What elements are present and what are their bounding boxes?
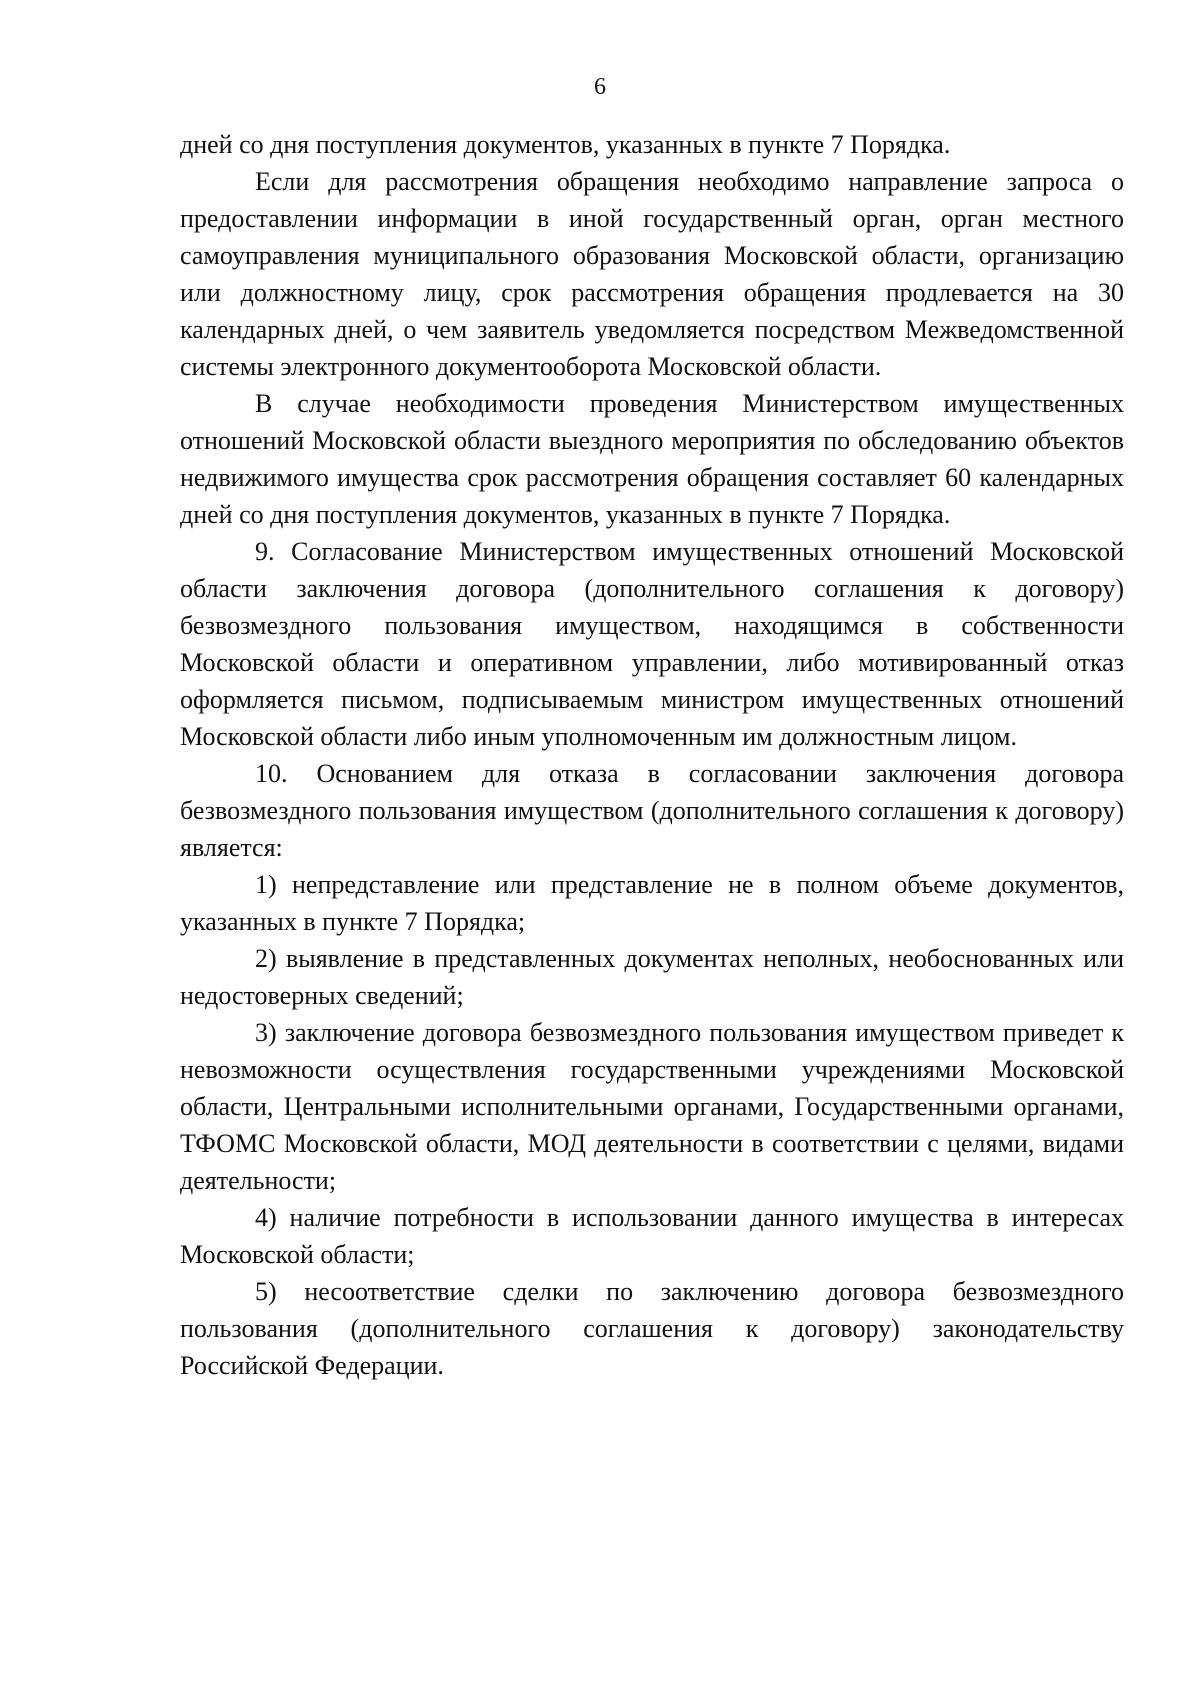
paragraph-site-inspection: В случае необходимости проведения Министерством имущественных отношений Московской области выездного мероприятия по обследованию объектов недвижимого имущества срок рассмотрения обращения составляет 60 календарных дней со дня поступления документов, указанных в пункте 7 Порядка. bbox=[180, 389, 1124, 529]
list-item-1: 1) непредставление или представление не в полном объеме документов, указанных в пункте 7 Порядка; bbox=[180, 870, 1124, 936]
list-item-3: 3) заключение договора безвозмездного пользования имуществом приведет к невозможности осуществления государственными учреждениями Московской области, Центральными исполнительными органами, Государственными органами, ТФОМС Московской области, МОД деятельности в соответствии с целями, видами деятельности; bbox=[180, 1018, 1124, 1195]
list-item-5: 5) несоответствие сделки по заключению договора безвозмездного пользования (дополнительного соглашения к договору) законодательству Российской Федерации. bbox=[180, 1277, 1124, 1380]
paragraph-request-extension: Если для рассмотрения обращения необходимо направление запроса о предоставлении информации в иной государственный орган, орган местного самоуправления муниципального образования Московской области, организацию или должностному лицу, срок рассмотрения обращения продлевается на 30 календарных дней, о чем заявитель уведомляется посредством Межведомственной системы электронного документооборота Московской области. bbox=[180, 167, 1124, 381]
paragraph-continuation: дней со дня поступления документов, указанных в пункте 7 Порядка. bbox=[180, 130, 951, 159]
list-item-4: 4) наличие потребности в использовании данного имущества в интересах Московской области; bbox=[180, 1203, 1124, 1269]
paragraph-item-10: 10. Основанием для отказа в согласовании заключения договора безвозмездного пользования имуществом (дополнительного соглашения к договору) является: bbox=[180, 759, 1124, 862]
document-body bbox=[180, 126, 1124, 1384]
page-number: 6 bbox=[594, 74, 606, 100]
list-item-2: 2) выявление в представленных документах неполных, необоснованных или недостоверных сведений; bbox=[180, 944, 1124, 1010]
paragraph-item-9: 9. Согласование Министерством имущественных отношений Московской области заключения договора (дополнительного соглашения к договору) безвозмездного пользования имуществом, находящимся в собственности Московской области и оперативном управлении, либо мотивированный отказ оформляется письмом, подписываемым министром имущественных отношений Московской области либо иным уполномоченным им должностным лицом. bbox=[180, 537, 1124, 751]
